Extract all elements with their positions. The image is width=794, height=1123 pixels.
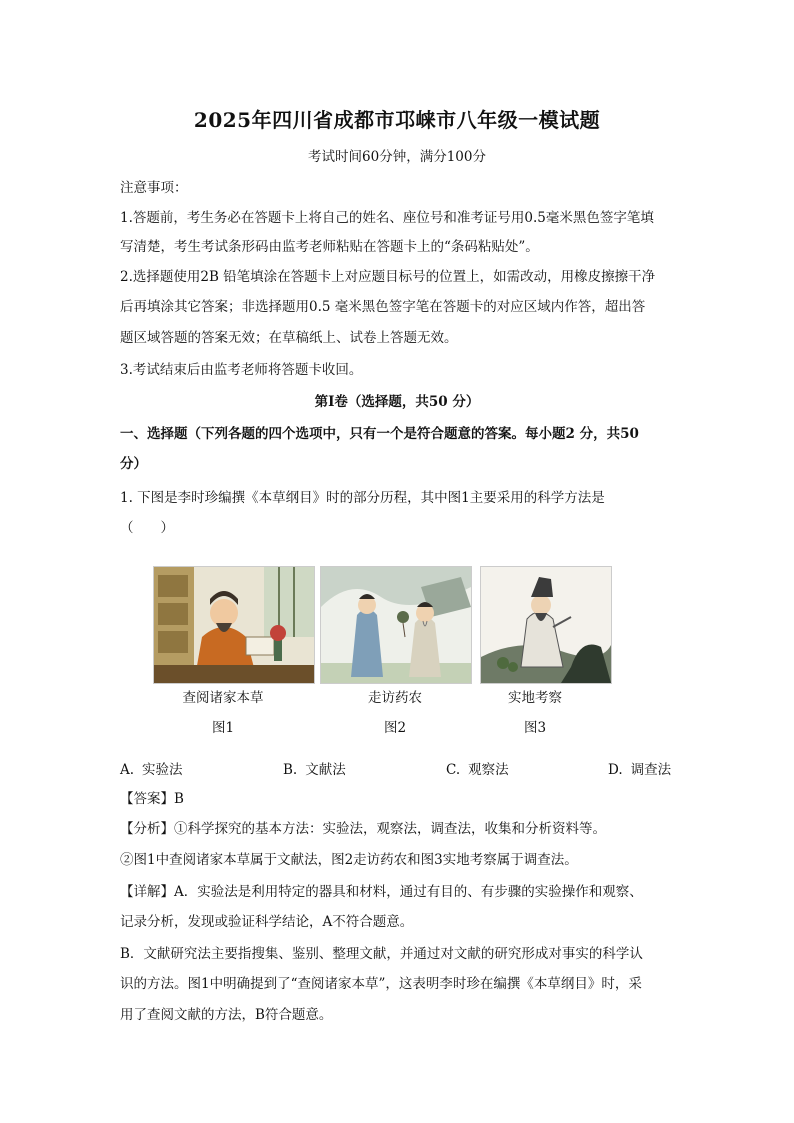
notice-line: 1.答题前，考生务必在答题卡上将自己的姓名、座位号和准考证号用0.5毫米黑色签字笔填 [120,210,654,226]
analysis-line: ②图1中查阅诸家本草属于文献法，图2走访药农和图3实地考察属于调查法。 [120,852,578,868]
detail-line: 【详解】A．实验法是利用特定的器具和材料，通过有目的、有步骤的实验操作和观察、 [120,884,643,900]
option-letter: C. [446,762,461,778]
option-d[interactable] [608,758,671,778]
figure-3-image [480,566,612,684]
detail-line: 用了查阅文献的方法，B符合题意。 [120,1007,333,1023]
answer-line: 【答案】B [120,791,184,807]
option-text: 文献法 [305,762,346,778]
option-letter: B. [283,762,298,778]
exam-time-note: 考试时间60分钟，满分100分 [308,149,486,165]
scholar-reading-illustration [154,567,314,683]
option-text: 观察法 [468,762,509,778]
question-stem-blank: （ ） [120,520,174,536]
visiting-herbalist-illustration [321,567,471,683]
figure-2-image [320,566,472,684]
field-survey-illustration [481,567,611,683]
option-c[interactable] [446,758,509,778]
figure-3-caption: 实地考察 [508,690,562,706]
option-b[interactable] [283,758,346,778]
notice-line: 写清楚，考生考试条形码由监考老师粘贴在答题卡上的“条码粘贴处”。 [120,239,539,255]
figure-2-caption: 走访药农 [368,690,422,706]
option-text: 调查法 [630,762,672,778]
notice-line: 题区域答题的答案无效；在草稿纸上、试卷上答题无效。 [120,330,458,346]
figure-1-caption: 查阅诸家本草 [182,690,264,706]
figure-1-label: 图1 [211,720,235,736]
figure-1-image [153,566,315,684]
part-heading-cont: 分） [120,456,147,472]
notice-line: 后再填涂其它答案；非选择题用0.5 毫米黑色签字笔在答题卡的对应区域内作答，超出答 [120,299,646,315]
detail-line: B．文献研究法主要指搜集、鉴别、整理文献，并通过对文献的研究形成对事实的科学认 [120,946,643,962]
detail-line: 识的方法。图1中明确提到了“查阅诸家本草”，这表明李时珍在编撰《本草纲目》时，采 [120,976,642,992]
analysis-line: 【分析】①科学探究的基本方法：实验法，观察法，调查法，收集和分析资料等。 [120,821,606,837]
figure-2-label: 图2 [383,720,407,736]
detail-line: 记录分析，发现或验证科学结论，A不符合题意。 [120,914,414,930]
notice-line: 3.考试结束后由监考老师将答题卡收回。 [120,362,363,378]
notice-heading: 注意事项： [120,180,188,196]
option-text: 实验法 [142,762,183,778]
section-title: 第Ⅰ卷（选择题，共50 分） [314,394,480,410]
notice-line: 2.选择题使用2B 铅笔填涂在答题卡上对应题目标号的位置上，如需改动，用橡皮擦擦干净 [120,269,656,285]
part-heading: 一、选择题（下列各题的四个选项中，只有一个是符合题意的答案。每小题2 分，共50 [120,426,639,442]
question-stem: 1. 下图是李时珍编撰《本草纲目》时的部分历程，其中图1主要采用的科学方法是 [120,490,605,506]
option-letter: D. [608,762,623,778]
option-a[interactable] [120,758,183,778]
option-letter: A. [120,762,135,778]
page-title: 2025年四川省成都市邛崃市八年级一模试题 [193,108,601,132]
figure-3-label: 图3 [523,720,547,736]
